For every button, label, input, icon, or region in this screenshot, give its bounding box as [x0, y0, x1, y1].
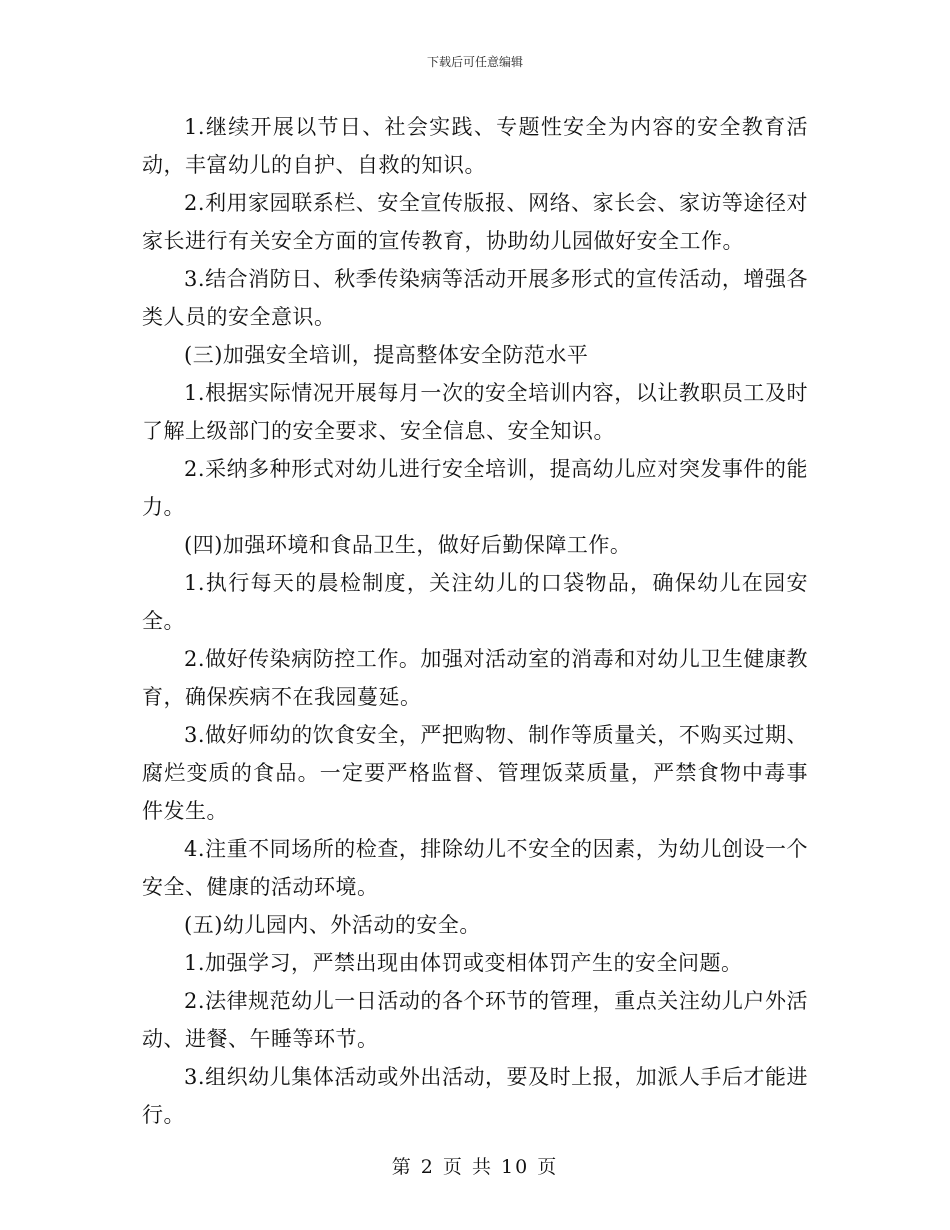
header-note: 下载后可任意编辑 — [426, 55, 523, 69]
paragraph: 1.执行每天的晨检制度，关注幼儿的口袋物品，确保幼儿在园安全。 — [142, 571, 808, 633]
paragraph: 2.利用家园联系栏、安全宣传版报、网络、家长会、家访等途径对家长进行有关安全方面的宣传教育，协助幼儿园做好安全工作。 — [142, 191, 808, 253]
paragraph: 3.结合消防日、秋季传染病等活动开展多形式的宣传活动，增强各类人员的安全意识。 — [142, 267, 808, 329]
page-number-footer: 第 2 页 共 10 页 — [391, 1156, 559, 1178]
document-body — [142, 108, 808, 1134]
paragraph: 1.根据实际情况开展每月一次的安全培训内容，以让教职员工及时了解上级部门的安全要求、安全信息、安全知识。 — [142, 381, 808, 443]
paragraph: 1.继续开展以节日、社会实践、专题性安全为内容的安全教育活动，丰富幼儿的自护、自救的知识。 — [142, 115, 808, 177]
paragraph: 4.注重不同场所的检查，排除幼儿不安全的因素，为幼儿创设一个安全、健康的活动环境。 — [142, 837, 808, 899]
paragraph: 2.采纳多种形式对幼儿进行安全培训，提高幼儿应对突发事件的能力。 — [142, 457, 808, 519]
section-heading: (三)加强安全培训，提高整体安全防范水平 — [184, 343, 589, 367]
section-heading: (四)加强环境和食品卫生，做好后勤保障工作。 — [184, 533, 632, 557]
paragraph: 1.加强学习，严禁出现由体罚或变相体罚产生的安全问题。 — [184, 951, 743, 975]
section-heading: (五)幼儿园内、外活动的安全。 — [184, 913, 481, 937]
paragraph: 2.法律规范幼儿一日活动的各个环节的管理，重点关注幼儿户外活动、进餐、午睡等环节。 — [142, 989, 808, 1051]
paragraph: 3.组织幼儿集体活动或外出活动，要及时上报，加派人手后才能进行。 — [142, 1065, 808, 1127]
paragraph: 2.做好传染病防控工作。加强对活动室的消毒和对幼儿卫生健康教育，确保疾病不在我园蔓延。 — [142, 647, 808, 709]
paragraph: 3.做好师幼的饮食安全，严把购物、制作等质量关，不购买过期、腐烂变质的食品。一定要严格监督、管理饭菜质量，严禁食物中毒事件发生。 — [142, 723, 808, 823]
